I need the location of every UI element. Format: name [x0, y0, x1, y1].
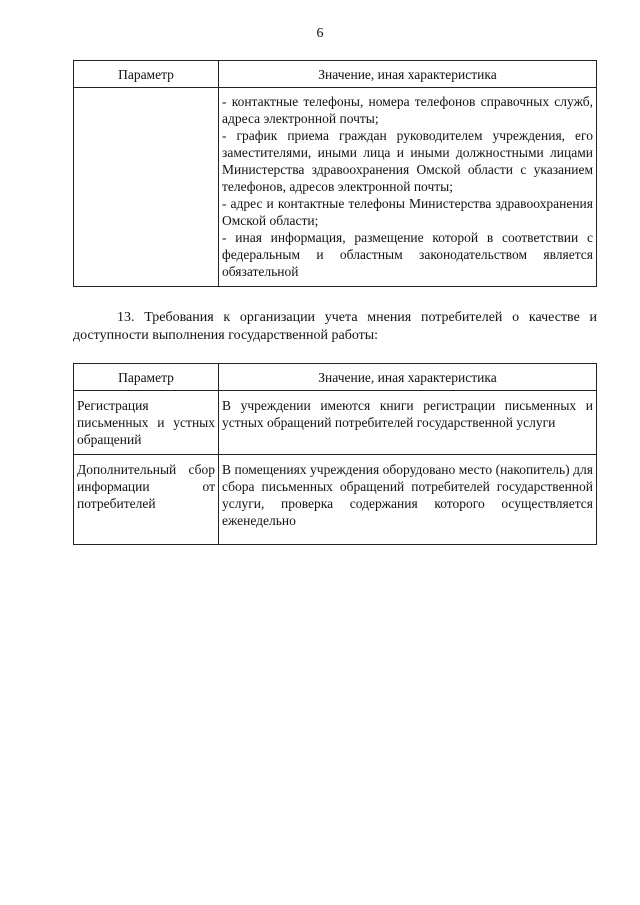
table-row — [74, 391, 597, 455]
param-cell — [74, 88, 219, 287]
page-number: 6 — [316, 26, 324, 41]
value-item: - адрес и контактные телефоны Министерства здравоохранения Омской области; — [222, 196, 593, 228]
header-value: Значение, иная характеристика — [219, 364, 597, 391]
header-param: Параметр — [74, 364, 219, 391]
info-table — [73, 60, 597, 287]
value-item: - график приема граждан руководителем учреждения, его заместителями, иными лица и иными должностными лицами Министерства здравоохранения Омской области с указанием телефонов, адресов электронной почты; — [222, 128, 593, 194]
param-cell: Дополнительный сбор информации от потребителей — [74, 455, 219, 545]
value-cell — [219, 88, 597, 287]
header-value: Значение, иная характеристика — [219, 61, 597, 88]
table-header-row — [74, 364, 597, 391]
table-row — [74, 455, 597, 545]
section-13-heading: 13. Требования к организации учета мнения потребителей о качестве и доступности выполнения государственной работы: — [73, 310, 597, 343]
value-item: - иная информация, размещение которой в соответствии с федеральным и областным законодательством является обязательной — [222, 230, 593, 279]
value-item: - контактные телефоны, номера телефонов справочных служб, адреса электронной почты; — [222, 94, 593, 126]
value-cell: В помещениях учреждения оборудовано место (накопитель) для сбора письменных обращений потребителей государственной услуги, проверка содержания которого осуществляется еженедельно — [219, 455, 597, 545]
feedback-table — [73, 363, 597, 545]
value-cell: В учреждении имеются книги регистрации письменных и устных обращений потребителей государственной услуги — [219, 391, 597, 455]
header-param: Параметр — [74, 61, 219, 88]
table-row — [74, 88, 597, 287]
param-cell: Регистрация письменных и устных обращений — [74, 391, 219, 455]
table-header-row — [74, 61, 597, 88]
